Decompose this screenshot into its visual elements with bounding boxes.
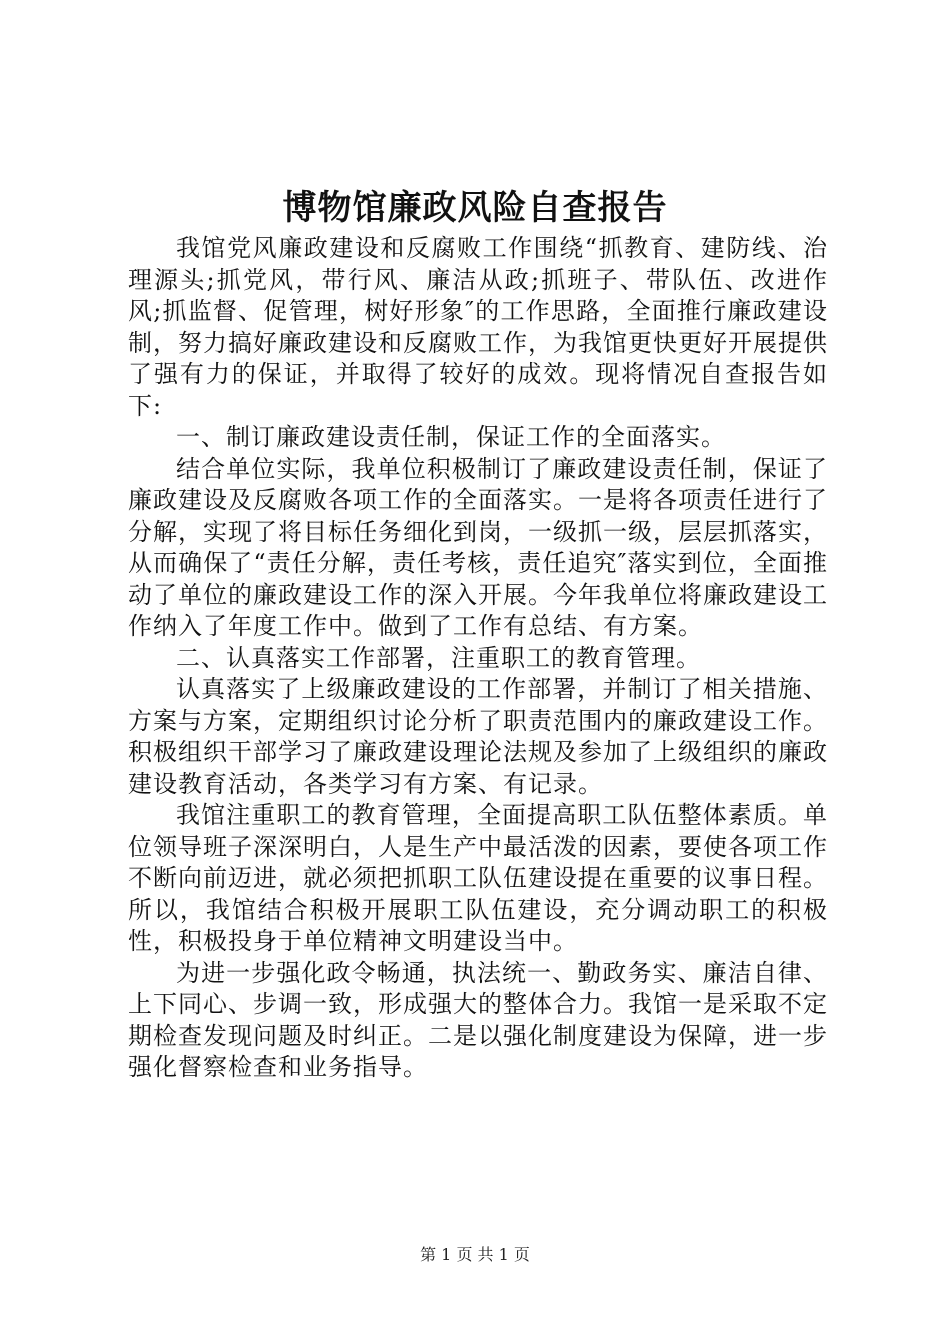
paragraph-deployment: 认真落实了上级廉政建设的工作部署，并制订了相关措施、方案与方案，定期组织讨论分析了职责范围内的廉政建设工作。积极组织干部学习了廉政建设理论法规及参加了上级组织的廉政建设教育活动，各类学习有方案、有记录。	[128, 675, 828, 798]
paragraph-staff-education: 我馆注重职工的教育管理，全面提高职工队伍整体素质。单位领导班子深深明白，人是生产中最活泼的因素，要使各项工作不断向前迈进，就必须把抓职工队伍建设提在重要的议事日程。所以，我馆结合积极开展职工队伍建设，充分调动职工的积极性，积极投身于单位精神文明建设当中。	[128, 801, 828, 955]
document-title: 博物馆廉政风险自查报告	[282, 188, 668, 228]
page-footer: 第 1 页 共 1 页	[420, 1245, 530, 1264]
document-body	[128, 233, 828, 1084]
section-heading-1: 一、制订廉政建设责任制，保证工作的全面落实。	[176, 423, 726, 451]
paragraph-intro: 我馆党风廉政建设和反腐败工作围绕“抓教育、建防线、治理源头;抓党风，带行风、廉洁从政;抓班子、带队伍、改进作风;抓监督、促管理，树好形象″的工作思路，全面推行廉政建设制，努力搞好廉政建设和反腐败工作，为我馆更快更好开展提供了强有力的保证，并取得了较好的成效。现将情况自查报告如下:	[128, 234, 828, 420]
section-heading-2: 二、认真落实工作部署，注重职工的教育管理。	[176, 643, 701, 672]
paragraph-supervision: 为进一步强化政令畅通，执法统一、勤政务实、廉洁自律、上下同心、步调一致，形成强大的整体合力。我馆一是采取不定期检查发现问题及时纠正。二是以强化制度建设为保障，进一步强化督察检查和业务指导。	[128, 958, 828, 1081]
paragraph-responsibility: 结合单位实际，我单位积极制订了廉政建设责任制，保证了廉政建设及反腐败各项工作的全面落实。一是将各项责任进行了分解，实现了将目标任务细化到岗，一级抓一级，层层抓落实，从而确保了“责任分解，责任考核，责任追究″落实到位，全面推动了单位的廉政建设工作的深入开展。今年我单位将廉政建设工作纳入了年度工作中。做到了工作有总结、有方案。	[128, 454, 828, 640]
